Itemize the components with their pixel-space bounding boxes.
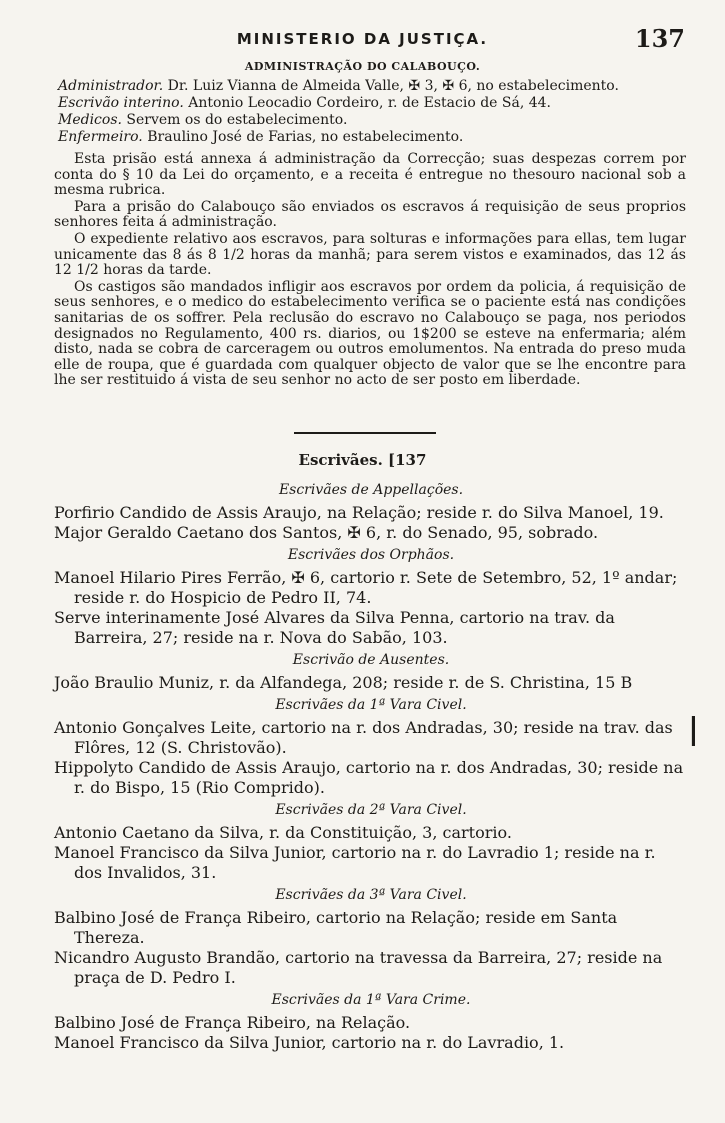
listing-entry: Serve interinamente José Alvares da Silva Penna, cartorio na trav. da Barreira, 27; reside na r. Nova do Sabão, 103. <box>54 608 615 647</box>
staff-role: Administrador. <box>58 78 164 94</box>
staff-text: Servem os do estabelecimento. <box>126 112 348 128</box>
listing-entry: Porfirio Candido de Assis Araujo, na Relação; reside r. do Silva Manoel, 19. <box>54 503 664 522</box>
staff-entry <box>58 95 694 112</box>
subsection-heading: Escrivães da 1ª Vara Crime. <box>271 992 471 1008</box>
listing-entry: Balbino José de França Ribeiro, cartorio na Relação; reside em Santa Thereza. <box>54 908 618 947</box>
staff-entry <box>58 129 694 146</box>
staff-text: Dr. Luiz Vianna de Almeida Valle, ✠ 3, ✠ 6, no estabelecimento. <box>167 78 619 94</box>
note-paragraph: O expediente relativo aos escravos, para solturas e informações para ellas, tem lugar unicamente das 8 ás 8 1/2 horas da manhã; para serem vistos e examinados, das 12 ás 12 1/2 horas da tarde. <box>54 230 686 279</box>
running-title: MINISTERIO DA JUSTIÇA. <box>236 30 489 48</box>
page-header <box>0 24 725 54</box>
section-divider <box>294 432 436 434</box>
staff-role: Enfermeiro. <box>58 129 143 145</box>
subsection-heading: Escrivães da 1ª Vara Civel. <box>275 697 467 713</box>
notes-block <box>54 152 686 390</box>
staff-entry <box>58 112 694 129</box>
page-number: 137 <box>634 24 685 53</box>
listing-entry: Manoel Hilario Pires Ferrão, ✠ 6, cartorio r. Sete de Setembro, 52, 1º andar; reside r. do Hospicio de Pedro II, 74. <box>54 568 678 607</box>
listing-entry: Antonio Caetano da Silva, r. da Constituição, 3, cartorio. <box>54 823 512 842</box>
subsection-heading: Escrivães da 3ª Vara Civel. <box>275 887 467 903</box>
note-paragraph: Esta prisão está annexa á administração da Correcção; suas despezas correm por conta do § 10 da Lei do orçamento, e a receita é entregue no thesouro nacional sob a mesma rubrica. <box>54 151 686 199</box>
listing-entry: Major Geraldo Caetano dos Santos, ✠ 6, r. do Senado, 95, sobrado. <box>54 523 599 542</box>
staff-text: Braulino José de Farias, no estabelecimento. <box>147 129 464 145</box>
staff-entry <box>58 78 694 95</box>
subsection-heading: Escrivão de Ausentes. <box>292 652 450 668</box>
listing-entry: Manoel Francisco da Silva Junior, cartorio na r. do Lavradio 1; reside na r. dos Invalidos, 31. <box>54 843 656 882</box>
listing-entry: Nicandro Augusto Brandão, cartorio na travessa da Barreira, 27; reside na praça de D. Pedro I. <box>54 948 663 987</box>
listing-entry: Balbino José de França Ribeiro, na Relação. <box>54 1013 411 1032</box>
listing-entry: Hippolyto Candido de Assis Araujo, cartorio na r. dos Andradas, 30; reside na r. do Bispo, 15 (Rio Comprido). <box>54 758 684 797</box>
staff-role: Escrivão interino. <box>58 95 184 111</box>
subsection-heading: Escrivães da 2ª Vara Civel. <box>275 802 467 818</box>
note-paragraph: Para a prisão do Calabouço são enviados os escravos á requisição de seus proprios senhores feita á administração. <box>54 198 686 231</box>
escrivaes-listing <box>54 478 688 1053</box>
listing-entry: Manoel Francisco da Silva Junior, cartorio na r. do Lavradio, 1. <box>54 1033 565 1052</box>
listing-title: Escrivães. [137 <box>298 451 427 469</box>
section-heading: ADMINISTRAÇÃO DO CALABOUÇO. <box>244 60 481 73</box>
listing-entry: João Braulio Muniz, r. da Alfandega, 208; reside r. de S. Christina, 15 B <box>54 673 633 692</box>
margin-mark: | <box>688 712 699 747</box>
subsection-heading: Escrivães de Appellações. <box>278 482 464 498</box>
staff-list <box>54 78 694 146</box>
listing-entry: Antonio Gonçalves Leite, cartorio na r. dos Andradas, 30; reside na trav. das Flôres, 12 (S. Christovão). <box>54 718 673 757</box>
staff-role: Medicos. <box>58 112 122 128</box>
staff-text: Antonio Leocadio Cordeiro, r. de Estacio de Sá, 44. <box>188 95 552 111</box>
subsection-heading: Escrivães dos Orphãos. <box>287 547 455 563</box>
note-paragraph: Os castigos são mandados infligir aos escravos por ordem da policia, á requisição de seus senhores, e o medico do estabelecimento verifica se o paciente está nas condições sanitarias de os soffrer. Pela reclusão do escravo no Calabouço se paga, nos periodos designados no Regulamento, 400 rs. diarios, ou 1$200 se esteve na enfermaria; além disto, nada se cobra de carceragem ou outros emolumentos. Na entrada do preso muda elle de roupa, que é guardada com qualquer objecto de valor que se lhe encontre para lhe ser restituido á vista de seu senhor no acto de ser posto em liberdade. <box>54 278 686 389</box>
